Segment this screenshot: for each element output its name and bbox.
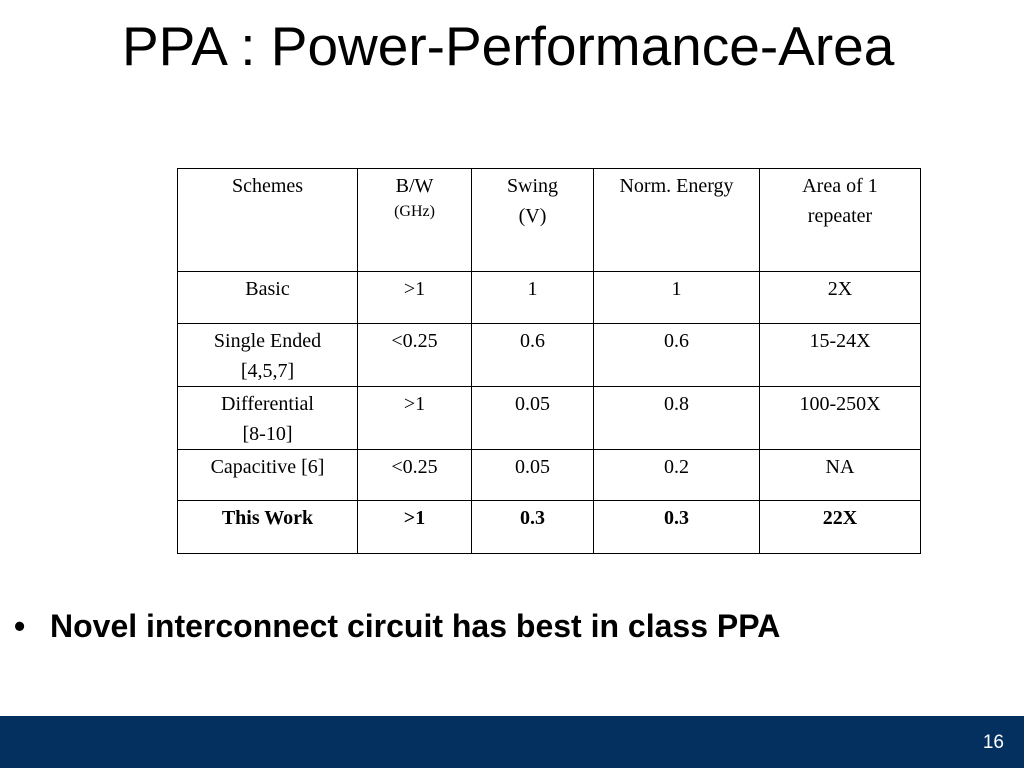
slide-number: 16 — [982, 732, 1004, 753]
table-row-single-ended — [178, 324, 921, 387]
cell-area: 100-250X — [760, 387, 921, 450]
header-area-label-line1: Area of 1 — [802, 175, 878, 197]
cell-scheme-refs: [4,5,7] — [240, 360, 295, 382]
slide-title: PPA : Power-Performance-Area — [122, 15, 895, 77]
ppa-comparison-table — [177, 168, 921, 554]
header-swing-label: Swing — [506, 175, 559, 197]
cell-bandwidth: >1 — [358, 272, 472, 324]
cell-scheme-name: Basic — [245, 278, 290, 300]
header-bandwidth-unit: (GHz) — [394, 203, 435, 220]
cell-scheme-name: This Work — [221, 507, 314, 529]
cell-area: 15-24X — [760, 324, 921, 387]
table-header-row — [178, 169, 921, 272]
bullet-list — [0, 606, 780, 646]
cell-energy: 1 — [594, 272, 760, 324]
cell-area: NA — [760, 450, 921, 501]
header-swing-unit: (V) — [518, 205, 547, 227]
footer-bar — [0, 716, 1024, 768]
cell-energy: 0.8 — [594, 387, 760, 450]
cell-scheme — [178, 387, 358, 450]
cell-energy: 0.6 — [594, 324, 760, 387]
cell-swing: 1 — [472, 272, 594, 324]
cell-swing: 0.3 — [472, 501, 594, 554]
cell-scheme-refs: [8-10] — [242, 423, 293, 445]
cell-bandwidth: <0.25 — [358, 324, 472, 387]
bullet-text: Novel interconnect circuit has best in class PPA — [50, 608, 781, 644]
header-bandwidth — [358, 169, 472, 272]
table-row-differential — [178, 387, 921, 450]
header-swing — [472, 169, 594, 272]
cell-energy: 0.3 — [594, 501, 760, 554]
cell-scheme — [178, 501, 358, 554]
table-row-capacitive — [178, 450, 921, 501]
cell-energy: 0.2 — [594, 450, 760, 501]
cell-bandwidth: >1 — [358, 387, 472, 450]
cell-scheme-name: Capacitive [6] — [210, 456, 325, 478]
bullet-marker: • — [14, 608, 26, 644]
cell-bandwidth: >1 — [358, 501, 472, 554]
cell-scheme — [178, 324, 358, 387]
table-row-this-work — [178, 501, 921, 554]
header-bandwidth-label: B/W — [395, 175, 434, 197]
header-schemes — [178, 169, 358, 272]
bullet-item — [0, 606, 780, 646]
cell-scheme — [178, 272, 358, 324]
header-norm-energy — [594, 169, 760, 272]
header-area-label-line2: repeater — [807, 205, 873, 227]
cell-area: 22X — [760, 501, 921, 554]
table-row-basic — [178, 272, 921, 324]
cell-area: 2X — [760, 272, 921, 324]
cell-scheme-name: Single Ended — [213, 330, 322, 352]
header-norm-energy-label: Norm. Energy — [619, 175, 734, 197]
cell-swing: 0.05 — [472, 450, 594, 501]
header-area — [760, 169, 921, 272]
cell-swing: 0.6 — [472, 324, 594, 387]
cell-swing: 0.05 — [472, 387, 594, 450]
cell-bandwidth: <0.25 — [358, 450, 472, 501]
cell-scheme-name: Differential — [221, 393, 314, 415]
cell-scheme — [178, 450, 358, 501]
header-schemes-label: Schemes — [231, 175, 304, 197]
